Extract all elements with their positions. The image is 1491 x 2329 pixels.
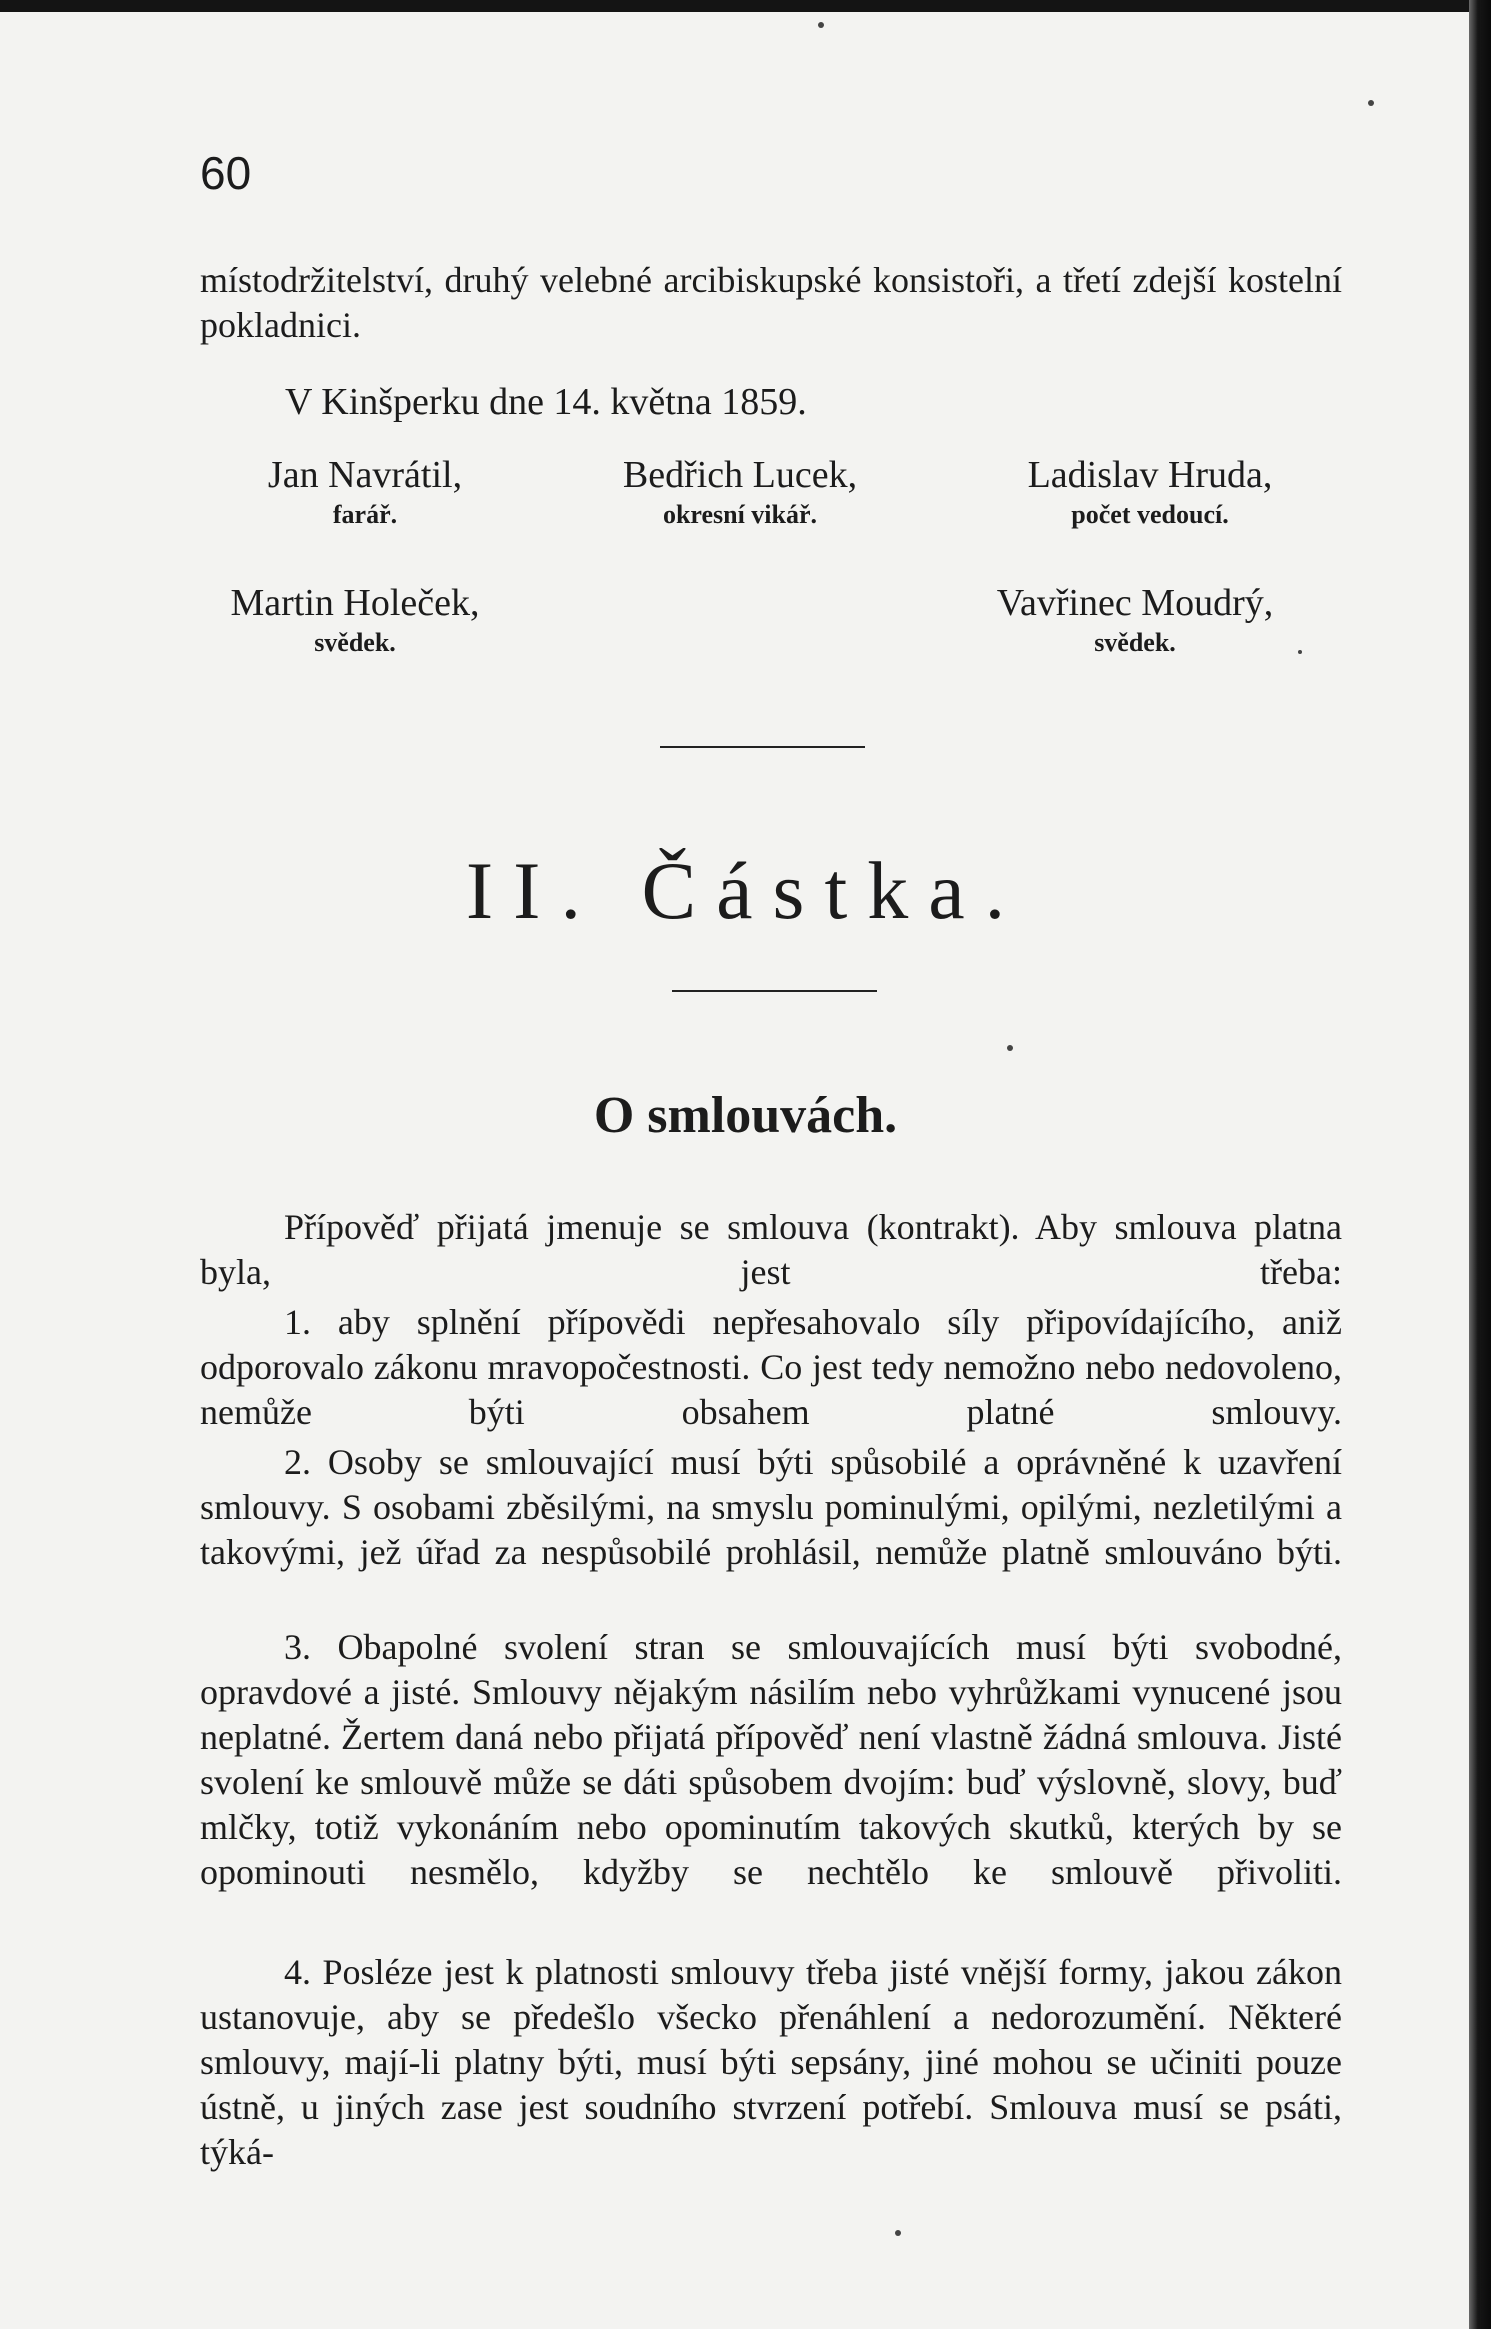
list-item-2: 2. Osoby se smlouvající musí býti spůsobilé a oprávněné k uzavření smlouvy. S osobami zběsilými, na smyslu pominulými, opilými, nezletilými a takovými, jež úřad za nespůsobilé prohlásil, nemůže platně smlouváno býti. <box>200 1442 1342 1572</box>
list-item-1: 1. aby splnění přípovědi nepřesahovalo síly připovídajícího, aniž odporovalo zákonu mravopočestnosti. Co jest tedy nemožno nebo nedovoleno, nemůže býti obsahem platné smlouvy. <box>200 1302 1342 1432</box>
signature-role: okresní vikář. <box>662 500 818 529</box>
page-number: 60 <box>200 147 252 199</box>
signature-holecek <box>190 580 520 660</box>
signature-role: svědek. <box>314 628 396 657</box>
scan-speck <box>1007 1045 1013 1051</box>
signature-moudry <box>950 580 1320 660</box>
place-date: V Kinšperku dne 14. května 1859. <box>285 381 807 423</box>
signature-role: farář. <box>332 500 398 529</box>
signature-hruda <box>980 452 1320 532</box>
signature-name: Bedřich Lucek, <box>622 454 858 496</box>
scan-speck <box>1298 650 1302 654</box>
scan-speck <box>1368 100 1374 106</box>
scan-right-border <box>1469 0 1491 2329</box>
signature-navratil <box>230 452 500 532</box>
scan-speck <box>818 22 824 28</box>
signature-name: Martin Holeček, <box>230 582 480 624</box>
signature-name: Jan Navrátil, <box>267 454 463 496</box>
signature-lucek <box>580 452 900 532</box>
opening-text: místodržitelství, druhý velebné arcibiskupské konsistoři, a třetí zdejší kostelní pokladnici. <box>200 260 1342 345</box>
divider-rule-top <box>660 746 865 748</box>
signature-role: počet vedoucí. <box>1071 500 1229 529</box>
signature-role: svědek. <box>1094 628 1176 657</box>
scan-top-border <box>0 0 1491 12</box>
signature-name: Vavřinec Moudrý, <box>996 582 1274 624</box>
scan-speck <box>895 2230 901 2236</box>
section-subheading: O smlouvách. <box>593 1087 898 1144</box>
list-item-4: 4. Posléze jest k platnosti smlouvy třeba jisté vnější formy, jakou zákon ustanovuje, aby se předešlo všecko přenáhlení a nedorozumění. Některé smlouvy, mají-li platny býti, musí býti sepsány, jiné mohou se učiniti pouze ústně, u jiných zase jest soudního stvrzení potřebí. Smlouva musí se psáti, týká- <box>200 1952 1342 2172</box>
divider-rule-heading <box>672 990 877 992</box>
list-item-3: 3. Obapolné svolení stran se smlouvajících musí býti svobodné, opravdové a jisté. Smlouvy nějakým násilím nebo vyhrůžkami vynucené jsou neplatné. Žertem daná nebo přijatá přípověď není vlastně žádná smlouva. Jisté svolení ke smlouvě může se dáti spůsobem dvojím: buď výslovně, slovy, buď mlčky, totiž vykonáním nebo opominutím takových skutků, kterých by se opominouti nesmělo, kdyžby se nechtělo ke smlouvě přivoliti. <box>200 1627 1342 1892</box>
intro-paragraph: Přípověď přijatá jmenuje se smlouva (kontrakt). Aby smlouva platna byla, jest třeba: <box>200 1207 1342 1292</box>
section-heading: II. Částka. <box>465 845 1026 936</box>
signature-name: Ladislav Hruda, <box>1027 454 1273 496</box>
